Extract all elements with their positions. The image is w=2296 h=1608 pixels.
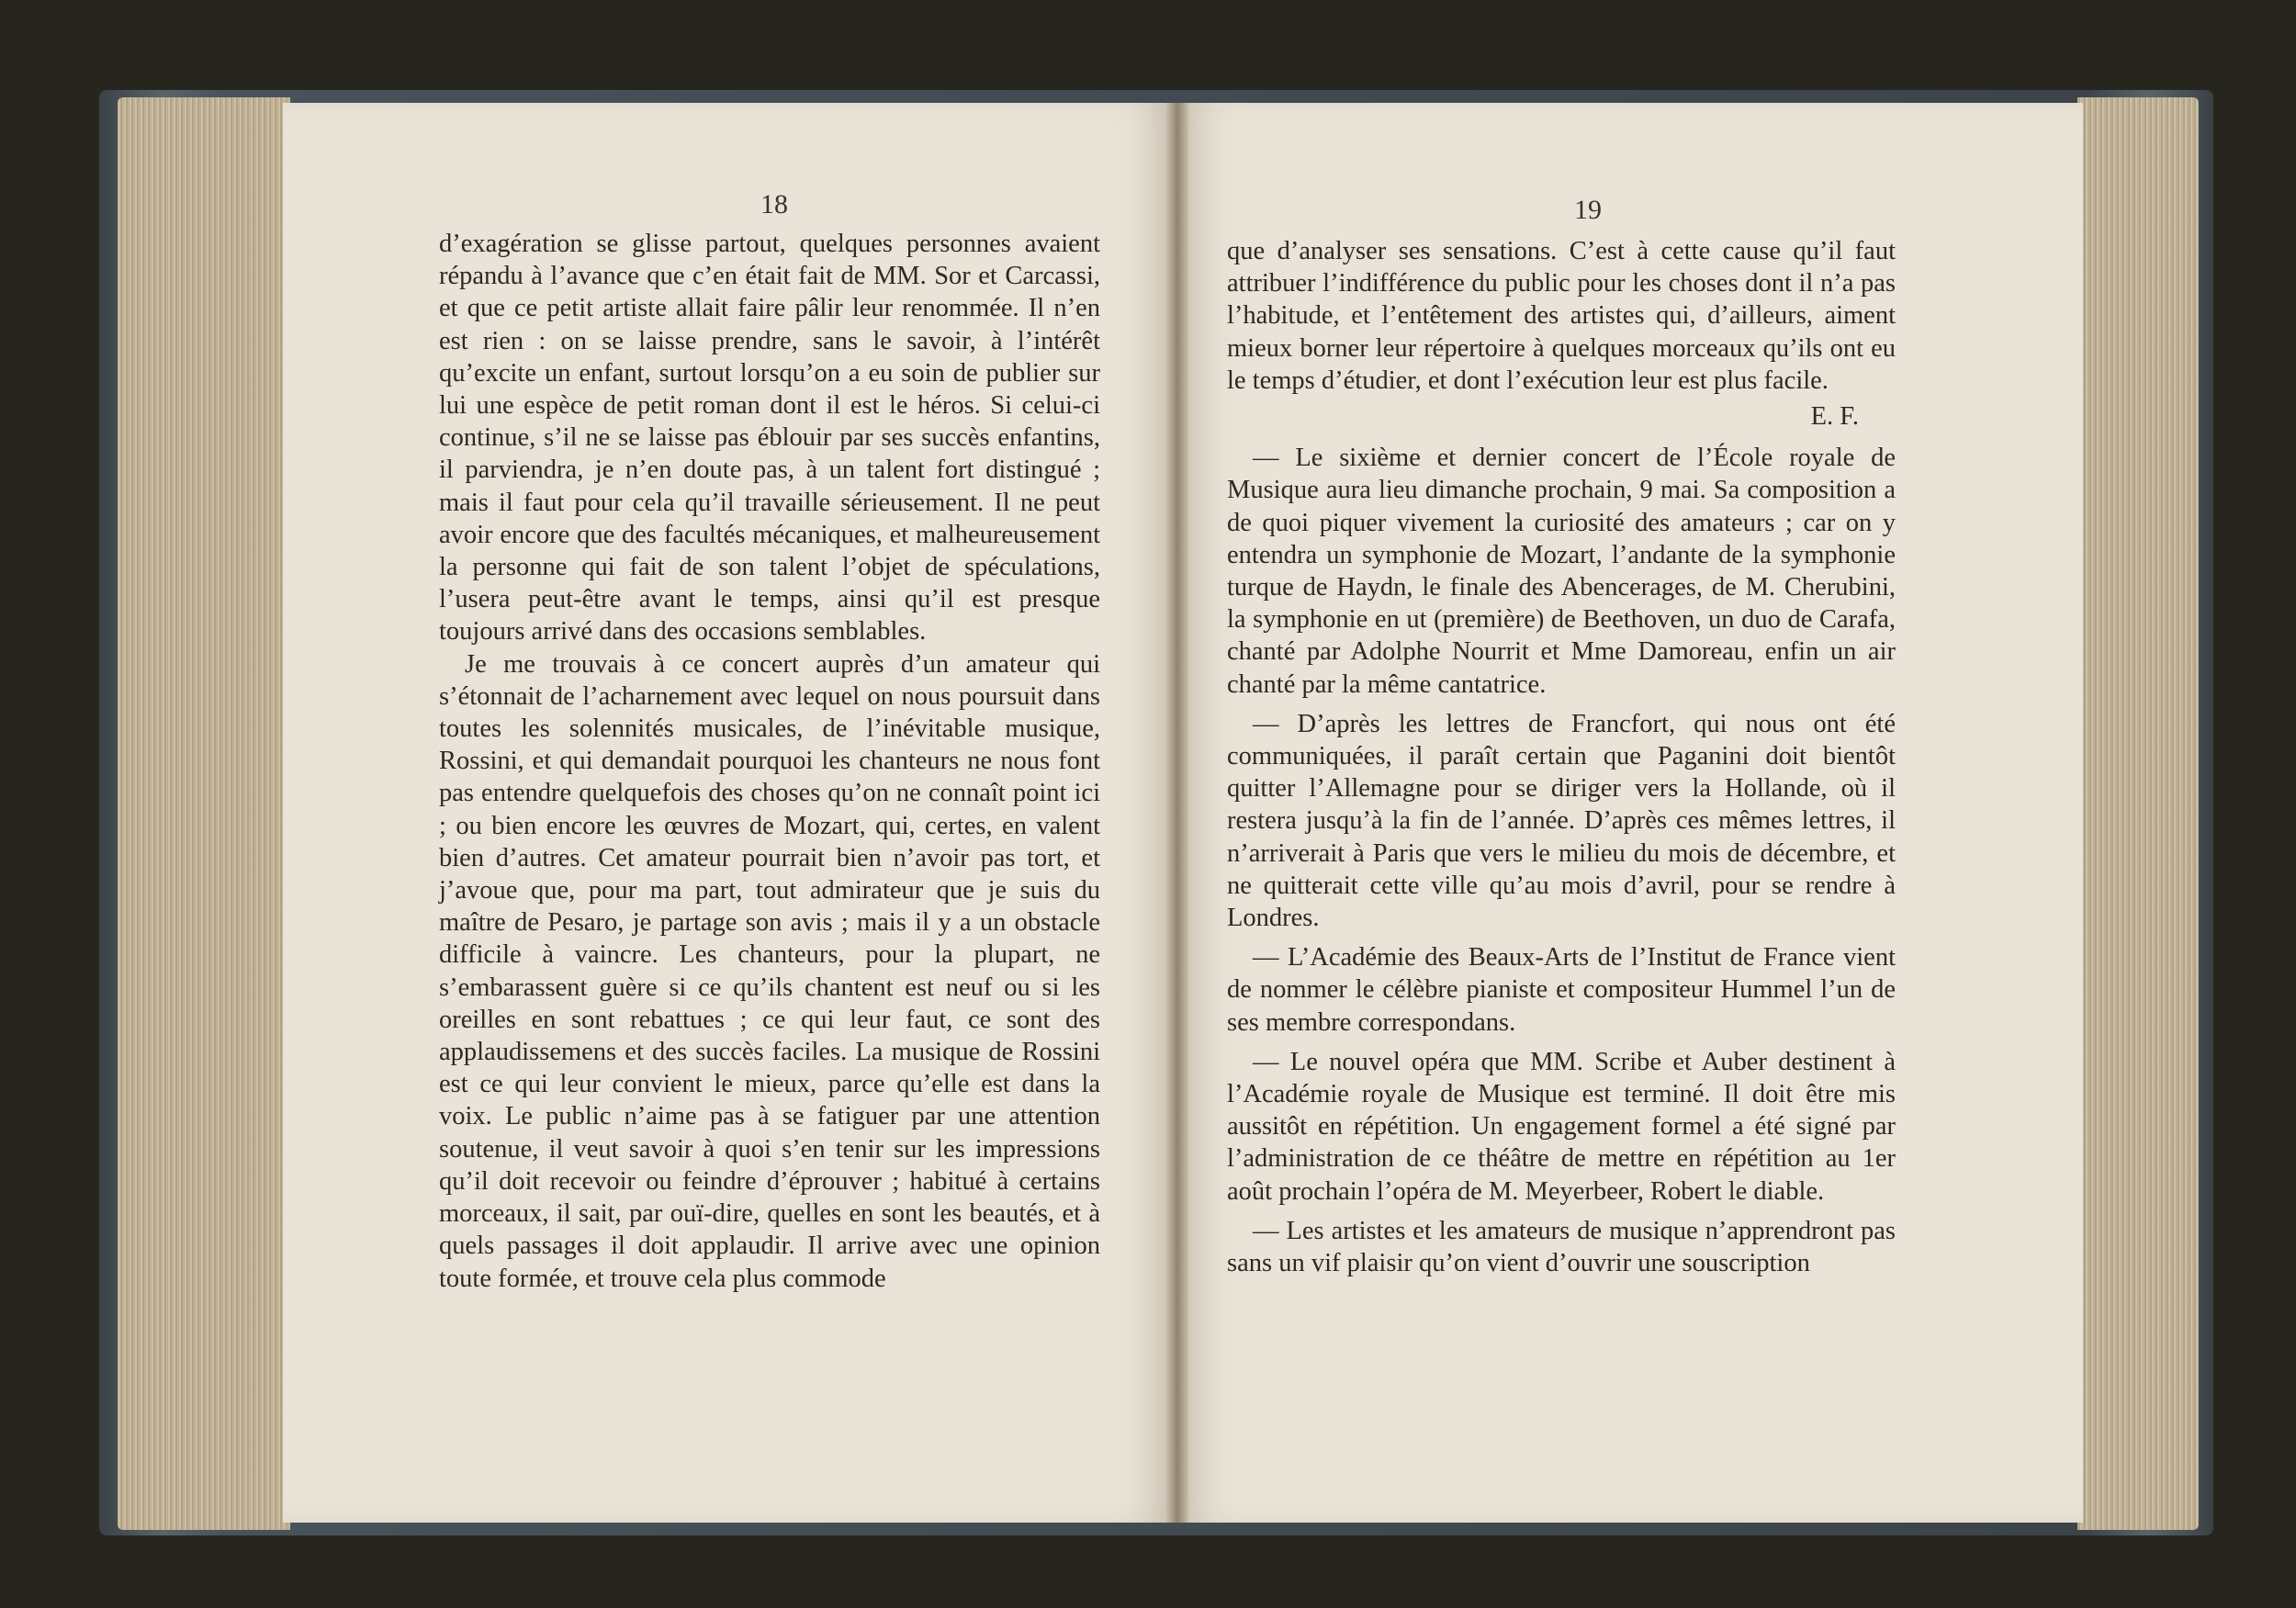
news-item: — Le sixième et dernier concert de l’École royale de Musique aura lieu dimanche prochain, 9 mai. Sa composition a de quoi piquer vivement la curiosité des amateurs ; car on y entendra un symphonie de Mozart, l’andante de la symphonie turque de Haydn, le finale des Abencerages, de M. Cherubini, la symphonie en ut (première) de Beethoven, un duo de Carafa, chanté par Adolphe Nourrit et Mme Damoreau, enfin un air chanté par la même cantatrice. <box>1227 444 1896 699</box>
author-signature: E. F. <box>1810 402 1859 432</box>
page-text <box>439 228 1100 1295</box>
page-text <box>1227 235 1896 1287</box>
page-edges-left <box>118 97 290 1530</box>
paragraph: Je me trouvais à ce concert auprès d’un amateur qui s’étonnait de l’acharnement avec lequel on nous poursuit dans toutes les solennités musicales, de l’inévitable musique, Rossini, et qui demandait pourquoi les chanteurs ne nous font pas entendre quelquefois des choses qu’on ne connaît point ici ; ou bien encore les œuvres de Mozart, qui, certes, en valent bien d’autres. Cet amateur pourrait bien n’avoir pas tort, et j’avoue que, pour ma part, tout admirateur que je suis du maître de Pesaro, je partage son avis ; mais il y a un obstacle difficile à vaincre. Les chanteurs, pour la plupart, ne s’embarassent guère si ce qu’ils chantent est neuf ou si les oreilles en sont rebattues ; ce qui leur faut, ce sont des applaudissemens et des succès faciles. La musique de Rossini est ce qui leur convient le mieux, parce qu’elle est dans la voix. Le public n’aime pas à se fatiguer par une attention soutenue, il veut savoir à quoi s’en tenir sur les impressions qu’il doit recevoir ou feindre d’éprouver ; habitué à certains morceaux, il sait, par ouï-dire, quelles en sont les beautés, et à quels passages il doit applaudir. Il arrive avec une opinion toute formée, et trouve cela plus commode <box>439 649 1100 1293</box>
paragraph: d’exagération se glisse partout, quelques personnes avaient répandu à l’avance que c’en était fait de MM. Sor et Carcassi, et que ce petit artiste allait faire pâlir leur renommée. Il n’en est rien : on se laisse prendre, sans le savoir, à l’intérêt qu’excite un enfant, surtout lorsqu’on a eu soin de publier sur lui une espèce de petit roman dont il est le héros. Si celui-ci continue, s’il ne se laisse pas éblouir par ses succès enfantins, il parviendra, je n’en doute pas, à un talent fort distingué ; mais il faut pour cela qu’il travaille sérieusement. Il ne peut avoir encore que des facultés mécaniques, et malheureusement la personne qui fait de son talent l’objet de spéculations, l’usera peut-être avant le temps, ainsi qu’il est presque toujours arrivé dans des occasions semblables. <box>439 230 1100 647</box>
news-item: — Le nouvel opéra que MM. Scribe et Auber destinent à l’Académie royale de Musique est terminé. Il doit être mis aussitôt en répétition. Un engagement formel a été signé par l’administration de ce théâtre de mettre en répétition au 1er août prochain l’opéra de M. Meyerbeer, Robert le diable. <box>1227 1047 1896 1206</box>
page-edges-right <box>2077 97 2199 1530</box>
book-gutter <box>1166 103 1188 1523</box>
page-number: 19 <box>1574 195 1602 225</box>
news-item: — L’Académie des Beaux-Arts de l’Institut de France vient de nommer le célèbre pianiste et compositeur Hummel l’un de ses membre correspondans. <box>1227 943 1896 1037</box>
right-page <box>1177 103 2083 1523</box>
page-number: 18 <box>760 189 788 219</box>
paragraph: que d’analyser ses sensations. C’est à cette cause qu’il faut attribuer l’indifférence du public pour les choses dont il n’a pas l’habitude, et l’entêtement des artistes qui, d’ailleurs, aiment mieux borner leur répertoire à quelques morceaux qu’ils ont eu le temps d’étudier, et dont l’exécution leur est plus facile. <box>1227 237 1896 395</box>
news-item: — Les artistes et les amateurs de musique n’apprendront pas sans un vif plaisir qu’on vient d’ouvrir une souscription <box>1227 1216 1896 1278</box>
news-item: — D’après les lettres de Francfort, qui nous ont été communiquées, il paraît certain que Paganini doit bientôt quitter l’Allemagne pour se diriger vers la Hollande, où il restera jusqu’à la fin de l’année. D’après ces mêmes lettres, il n’arriverait à Paris que vers le milieu du mois de décembre, et ne quitterait cette ville qu’au mois d’avril, pour se rendre à Londres. <box>1227 709 1896 933</box>
left-page <box>283 103 1174 1523</box>
